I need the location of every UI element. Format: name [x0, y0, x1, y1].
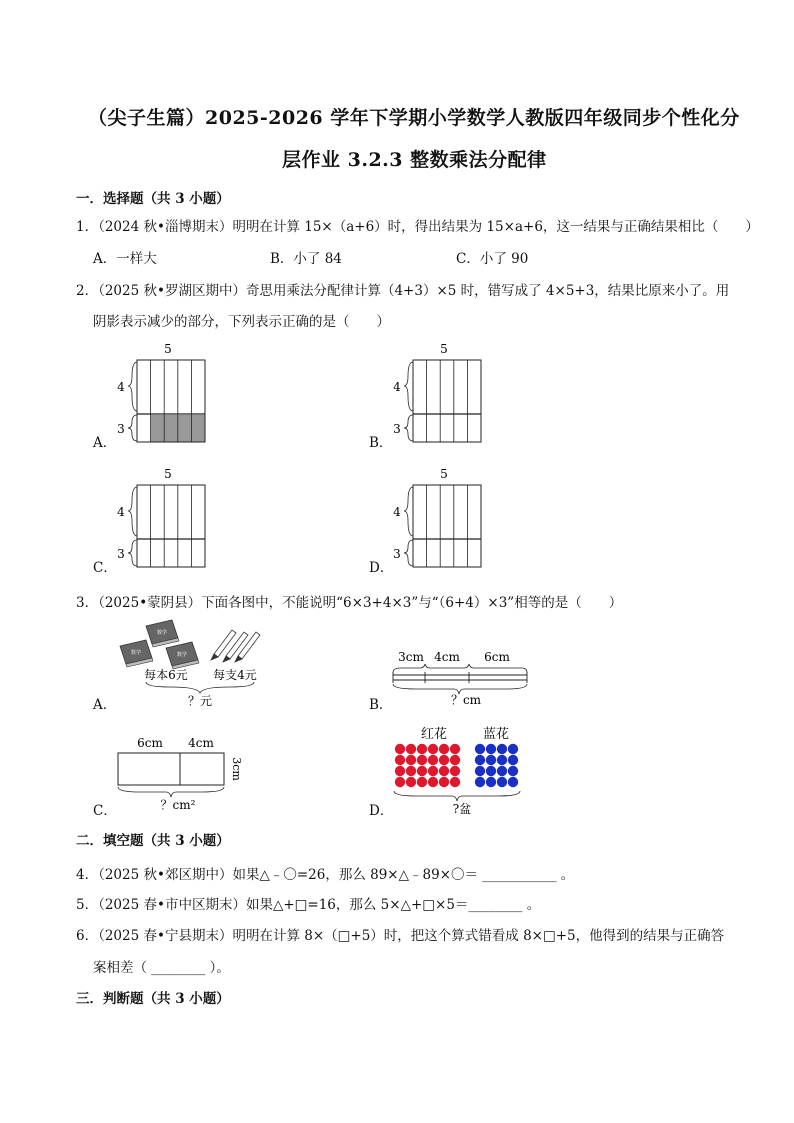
- total-label: ？cm²: [160, 798, 196, 812]
- segment-label-6cm: 6cm: [484, 650, 510, 664]
- page-title-line1: （尖子生篇）2025-2026 学年下学期小学数学人教版四年级同步个性化分: [88, 107, 740, 129]
- question-1-text: 1．（2024 秋•淄博期末）明明在计算 15×（a+6）时，得出结果为 15×a+6，这一结果与正确结果相比（ ）: [76, 219, 759, 235]
- q3-figure-c: [110, 732, 250, 812]
- red-flower-dot: [417, 766, 427, 776]
- q1-option-c[interactable]: C．小了 90: [456, 251, 529, 267]
- total-label: ？元: [187, 694, 213, 708]
- q3-option-c[interactable]: C．: [93, 803, 117, 819]
- blue-flower-dot: [508, 766, 518, 776]
- grid-top-label: 5: [440, 342, 448, 356]
- red-flower-dot: [439, 766, 449, 776]
- red-flower-dot: [406, 755, 416, 765]
- blue-flower-dot: [497, 766, 507, 776]
- pen-icon: [211, 630, 260, 662]
- book-label: 数学: [156, 630, 168, 636]
- red-flower-dot: [395, 744, 405, 754]
- q3-figure-d: [386, 720, 536, 815]
- red-flower-dot: [439, 777, 449, 787]
- width-label-4cm: 4cm: [188, 736, 214, 750]
- book-price: 每本6元: [144, 668, 188, 682]
- red-flower-dot: [395, 777, 405, 787]
- question-6-line2: 案相差（ ________ ）。: [93, 960, 230, 976]
- red-flower-dot: [395, 766, 405, 776]
- height-label-3cm: 3cm: [230, 757, 243, 781]
- blue-flower-dot: [508, 777, 518, 787]
- section-heading-judge: 三．判断题（共 3 小题）: [76, 991, 230, 1007]
- red-flower-dot: [428, 744, 438, 754]
- segment-label-4cm: 4cm: [434, 650, 460, 664]
- total-label: ？cm: [450, 693, 482, 707]
- blue-flower-label: 蓝花: [482, 727, 510, 742]
- book-icon: [120, 640, 153, 667]
- grid-top-label: 5: [164, 342, 172, 356]
- pen-price: 每支4元: [213, 668, 257, 682]
- question-4-text: 4．（2025 秋•郊区期中）如果△﹣〇=26，那么 89×△﹣89×〇＝ ___________ 。: [76, 867, 575, 883]
- q3-option-a[interactable]: A．: [93, 697, 117, 713]
- book-label: 数学: [176, 652, 188, 658]
- blue-flower-dot: [486, 755, 496, 765]
- blue-flower-dot: [475, 744, 485, 754]
- red-flower-dot: [450, 766, 460, 776]
- section-heading-fill: 二．填空题（共 3 小题）: [76, 833, 230, 849]
- red-flower-dot: [428, 755, 438, 765]
- red-flower-dot: [450, 777, 460, 787]
- red-flower-dot: [450, 755, 460, 765]
- book-icon: [166, 642, 199, 669]
- red-flower-dot: [395, 755, 405, 765]
- question-2-line1: 2．（2025 秋•罗湖区期中）奇思用乘法分配律计算（4+3）×5 时，错写成了 4×5+3，结果比原来小了。用: [76, 283, 730, 299]
- red-flower-dot: [406, 766, 416, 776]
- width-label-6cm: 6cm: [137, 736, 163, 750]
- red-flower-dot: [417, 777, 427, 787]
- grid-left-label-3: 3: [117, 547, 125, 561]
- q2-option-a[interactable]: A．: [93, 435, 117, 451]
- q3-option-b[interactable]: B．: [369, 697, 393, 713]
- q2-option-b[interactable]: B．: [369, 435, 393, 451]
- grid-top-label: 5: [440, 467, 448, 481]
- red-flower-dot: [439, 755, 449, 765]
- blue-flower-dot: [475, 766, 485, 776]
- section-heading-choice: 一．选择题（共 3 小题）: [76, 191, 230, 207]
- book-icon: [146, 620, 179, 647]
- question-3-text: 3．（2025•蒙阴县）下面各图中，不能说明“6×3+4×3”与“（6+4）×3”相等的是（ ）: [76, 595, 623, 611]
- red-flower-dot: [406, 777, 416, 787]
- blue-flower-dot: [497, 755, 507, 765]
- book-label: 数学: [130, 650, 142, 656]
- grid-left-label-4: 4: [117, 380, 125, 394]
- blue-flower-dot: [508, 744, 518, 754]
- total-label: ?盆: [452, 802, 472, 816]
- red-flower-label: 红花: [420, 727, 448, 742]
- question-5-text: 5．（2025 春•市中区期末）如果△+□=16，那么 5×△+□×5＝________ 。: [76, 897, 541, 913]
- q2-grid-b: [386, 338, 486, 448]
- q2-option-c[interactable]: C．: [93, 560, 117, 576]
- q2-grid-a: [110, 338, 210, 448]
- red-flower-dot: [417, 755, 427, 765]
- q2-option-d[interactable]: D．: [369, 560, 394, 576]
- red-flower-dot: [428, 766, 438, 776]
- blue-flower-dot: [486, 744, 496, 754]
- red-flower-dot: [417, 744, 427, 754]
- q3-figure-b: [386, 642, 536, 710]
- red-flower-dot: [428, 777, 438, 787]
- red-flower-dot: [450, 744, 460, 754]
- grid-left-label-4: 4: [393, 505, 401, 519]
- grid-left-label-3: 3: [393, 422, 401, 436]
- grid-left-label-4: 4: [393, 380, 401, 394]
- grid-left-label-3: 3: [393, 547, 401, 561]
- q1-option-a[interactable]: A．一样大: [93, 251, 157, 267]
- question-6-line1: 6．（2025 春•宁县期末）明明在计算 8×（□+5）时，把这个算式错看成 8×□+5，他得到的结果与正确答: [76, 928, 725, 944]
- grid-left-label-4: 4: [117, 505, 125, 519]
- blue-flower-dot: [475, 777, 485, 787]
- q3-figure-a: [110, 618, 270, 710]
- blue-flower-dot: [508, 755, 518, 765]
- blue-flower-dot: [497, 744, 507, 754]
- red-flower-dot: [439, 744, 449, 754]
- segment-label-3cm: 3cm: [398, 650, 424, 664]
- blue-flower-dot: [486, 777, 496, 787]
- blue-flower-dot: [497, 777, 507, 787]
- q3-option-d[interactable]: D．: [369, 803, 394, 819]
- page-title-line2: 层作业 3.2.3 整数乘法分配律: [282, 149, 547, 171]
- red-flower-dot: [406, 744, 416, 754]
- blue-flower-dot: [486, 766, 496, 776]
- q1-option-b[interactable]: B．小了 84: [270, 251, 342, 267]
- question-2-line2: 阴影表示减少的部分，下列表示正确的是（ ）: [93, 314, 390, 330]
- blue-flower-dot: [475, 755, 485, 765]
- q2-grid-d: [386, 463, 486, 573]
- grid-top-label: 5: [164, 467, 172, 481]
- q2-grid-c: [110, 463, 210, 573]
- grid-left-label-3: 3: [117, 422, 125, 436]
